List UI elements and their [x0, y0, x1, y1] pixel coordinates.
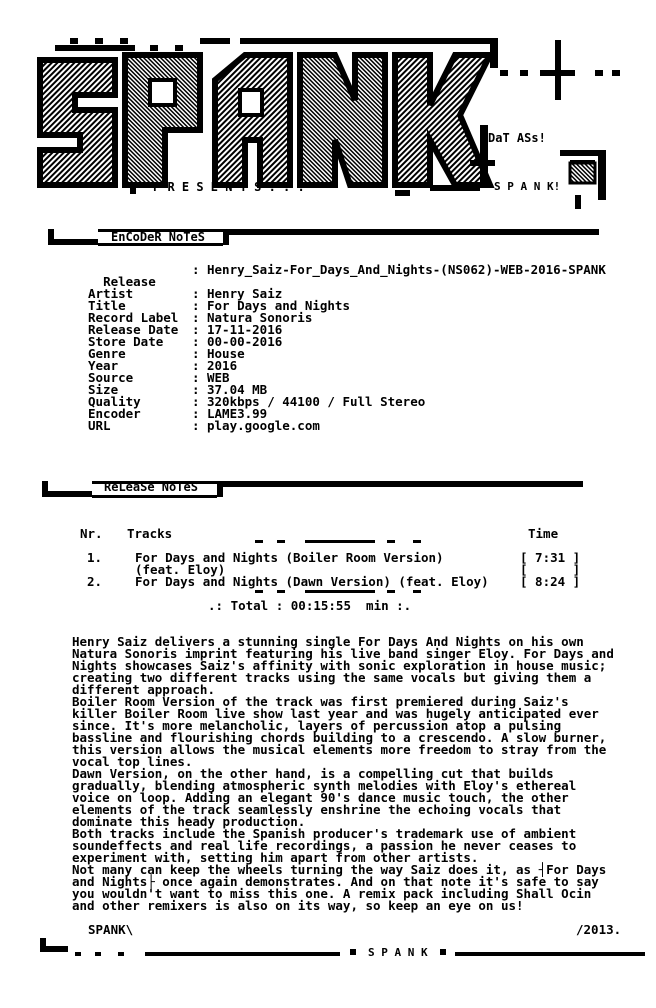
notes-line: bassline and flourishing chords building to a crescendo. A slow burner,: [72, 730, 607, 745]
track-2-nr: 2.: [87, 574, 103, 589]
notes-line: Henry Saiz delivers a stunning single For Days And Nights on his own: [72, 634, 584, 649]
field-colon: :: [192, 370, 200, 385]
encoder-notes-title: EnCoDeR NoTeS: [111, 230, 205, 244]
field-colon: :: [192, 382, 200, 397]
notes-line: creating two different tracks using the same vocals but giving them a: [72, 670, 592, 685]
field-colon: :: [192, 358, 200, 373]
field-key: Size: [88, 382, 119, 397]
notes-line: Boiler Room Version of the track was first premiered during Saiz's: [72, 694, 569, 709]
track-2-time: [ 8:24 ]: [520, 574, 581, 589]
field-value: 17-11-2016: [207, 322, 283, 337]
field-key: Release Date: [88, 322, 179, 337]
release-row: [88, 264, 156, 288]
field-value: Henry Saiz: [207, 286, 283, 301]
notes-line: you wouldn't want to miss this one. A remix pack including Shall Ocin: [72, 886, 592, 901]
signature-text: S P A N K!: [494, 180, 561, 193]
track-decor-bottom: [255, 590, 435, 596]
field-colon: :: [192, 346, 200, 361]
notes-line: Natura Sonoris imprint featuring his live band singer Eloy. For Days and: [72, 646, 614, 661]
notes-line: voice on loop. Adding an elegant 90's dance music touch, the other: [72, 790, 569, 805]
field-key: Genre: [88, 346, 126, 361]
notes-line: this version allows the musical elements more freedom to stray from the: [72, 742, 607, 757]
track-1-title: For Days and Nights (Boiler Room Version): [135, 550, 444, 565]
release-colon: :: [192, 262, 200, 277]
notes-line: dominate this heady production.: [72, 814, 306, 829]
field-key: URL: [88, 418, 111, 433]
footer-right: /2013.: [576, 922, 622, 937]
notes-line: Both tracks include the Spanish producer's trademark use of ambient: [72, 826, 577, 841]
notes-line: elements of the track seamlessly enshrine the echoing vocals that: [72, 802, 562, 817]
notes-line: vocal top lines.: [72, 754, 193, 769]
col-nr: Nr.: [80, 526, 103, 541]
field-key: Record Label: [88, 310, 179, 325]
col-time: Time: [528, 526, 559, 541]
field-key: Source: [88, 370, 134, 385]
notes-line: soundeffects and real life recordings, a passion he never ceases to: [72, 838, 577, 853]
track-1-nr: 1.: [87, 550, 103, 565]
notes-line: and Nights├ once again demonstrates. And on that note it's safe to say: [72, 874, 599, 889]
footer-left: SPANK\: [88, 922, 134, 937]
notes-line: since. It's more melancholic, layers of percussion atop a pulsing: [72, 718, 562, 733]
release-key: Release: [103, 274, 156, 289]
field-colon: :: [192, 322, 200, 337]
notes-line: Not many can keep the wheels turning the way Saiz does it, as ┤For Days: [72, 862, 607, 877]
field-value: play.google.com: [207, 418, 320, 433]
field-key: Year: [88, 358, 119, 373]
notes-line: experiment with, setting him apart from other artists.: [72, 850, 479, 865]
field-colon: :: [192, 394, 200, 409]
release-notes-title: ReLeaSe NoTeS: [104, 480, 198, 494]
release-value: Henry_Saiz-For_Days_And_Nights-(NS062)-WEB-2016-SPANK: [207, 262, 606, 277]
field-colon: :: [192, 298, 200, 313]
footer-signature: S P A N K: [368, 946, 428, 959]
field-value: 00-00-2016: [207, 334, 283, 349]
field-value: 2016: [207, 358, 238, 373]
field-value: 320kbps / 44100 / Full Stereo: [207, 394, 426, 409]
notes-line: Dawn Version, on the other hand, is a compelling cut that builds: [72, 766, 554, 781]
field-colon: :: [192, 286, 200, 301]
field-value: WEB: [207, 370, 230, 385]
field-key: Quality: [88, 394, 141, 409]
field-key: Encoder: [88, 406, 141, 421]
notes-line: Nights showcases Saiz's affinity with sonic exploration in house music;: [72, 658, 607, 673]
field-key: Store Date: [88, 334, 164, 349]
release-notes-body: [72, 636, 652, 912]
col-tracks: Tracks: [127, 526, 173, 541]
track-2-title: For Days and Nights (Dawn Version) (feat. Eloy): [135, 574, 489, 589]
field-key: Artist: [88, 286, 134, 301]
field-value: Natura Sonoris: [207, 310, 313, 325]
track-1-time: [ 7:31 ]: [520, 550, 581, 565]
notes-line: different approach.: [72, 682, 215, 697]
field-colon: :: [192, 310, 200, 325]
track-1-time-blank: [ ]: [520, 562, 581, 577]
tagline-text: DaT ASs!: [488, 131, 546, 145]
track-1-feat: (feat. Eloy): [135, 562, 226, 577]
field-colon: :: [192, 418, 200, 433]
field-colon: :: [192, 406, 200, 421]
field-value: LAME3.99: [207, 406, 268, 421]
field-value: 37.04 MB: [207, 382, 268, 397]
notes-line: killer Boiler Room live show last year and was hugely anticipated ever: [72, 706, 599, 721]
presents-text: P R E S E N T S . . .: [153, 180, 305, 194]
notes-line: and other remixers is also on its way, so keep an eye on us!: [72, 898, 524, 913]
field-value: For Days and Nights: [207, 298, 350, 313]
field-colon: :: [192, 334, 200, 349]
notes-line: gradually, blending atmospheric synth melodies with Eloy's ethereal: [72, 778, 577, 793]
track-decor-top: [255, 540, 435, 546]
field-key: Title: [88, 298, 126, 313]
field-value: House: [207, 346, 245, 361]
total-time: .: Total : 00:15:55 min :.: [208, 598, 412, 613]
